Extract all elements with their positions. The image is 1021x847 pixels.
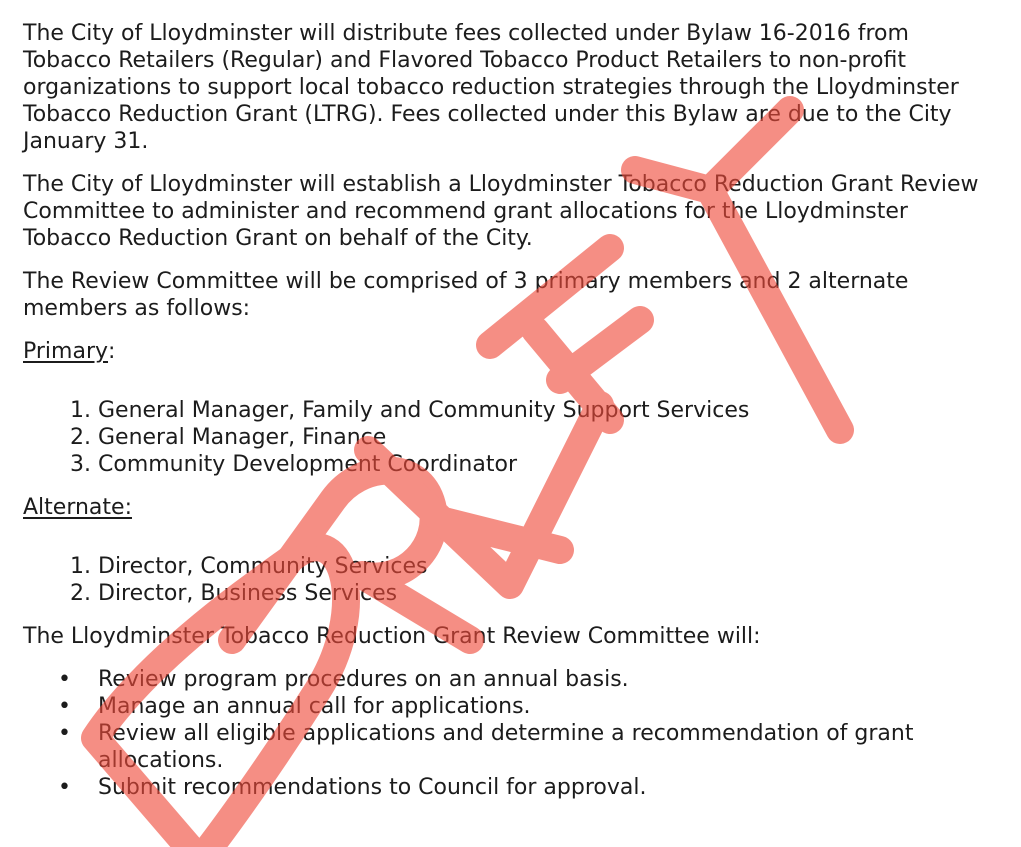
committee-duties-list xyxy=(23,666,998,801)
primary-member-item: 2. General Manager, Finance xyxy=(98,424,998,451)
primary-heading-colon: : xyxy=(108,339,116,364)
paragraph-committee-duties-intro: The Lloydminster Tobacco Reduction Grant Review Committee will: xyxy=(23,624,761,649)
alternate-heading: Alternate: xyxy=(23,495,132,520)
duty-text: Submit recommendations to Council for approval. xyxy=(98,775,647,800)
paragraph-fee-distribution: The City of Lloydminster will distribute fees collected under Bylaw 16-2016 from Tobacco Retailers (Regular) and Flavored Tobacco Product Retailers to non-profit organizations to support local tobacco reduction strategies through the Lloydminster Tobacco Reduction Grant (LTRG). Fees collected under this Bylaw are due to the City January 31. xyxy=(23,21,959,154)
primary-heading: Primary xyxy=(23,339,109,364)
paragraph-committee-composition: The Review Committee will be comprised of 3 primary members and 2 alternate members as follows: xyxy=(23,269,909,321)
duty-text: Manage an annual call for applications. xyxy=(98,694,531,719)
primary-members-list xyxy=(23,397,998,478)
duty-item xyxy=(58,666,998,693)
duty-item xyxy=(58,693,998,720)
alternate-members-list xyxy=(23,553,998,607)
bullet-icon: • xyxy=(58,694,71,719)
document-body xyxy=(23,20,998,801)
alternate-heading-wrap xyxy=(23,494,998,537)
duty-text: Review program procedures on an annual basis. xyxy=(98,667,629,692)
duty-item xyxy=(58,720,998,774)
duty-text: Review all eligible applications and determine a recommendation of grant allocations. xyxy=(98,721,914,773)
bullet-icon: • xyxy=(58,775,71,800)
alternate-member-item: 2. Director, Business Services xyxy=(98,580,998,607)
duty-item xyxy=(58,774,998,801)
bullet-icon: • xyxy=(58,667,71,692)
primary-member-item: 3. Community Development Coordinator xyxy=(98,451,998,478)
primary-member-item: 1. General Manager, Family and Community Support Services xyxy=(98,397,998,424)
bullet-icon: • xyxy=(58,721,71,746)
alternate-member-item: 1. Director, Community Services xyxy=(98,553,998,580)
primary-heading-wrap xyxy=(23,338,998,381)
paragraph-committee-establishment: The City of Lloydminster will establish a Lloydminster Tobacco Reduction Grant Review Committee to administer and recommend grant allocations for the Lloydminster Tobacco Reduction Grant on behalf of the City. xyxy=(23,172,979,251)
